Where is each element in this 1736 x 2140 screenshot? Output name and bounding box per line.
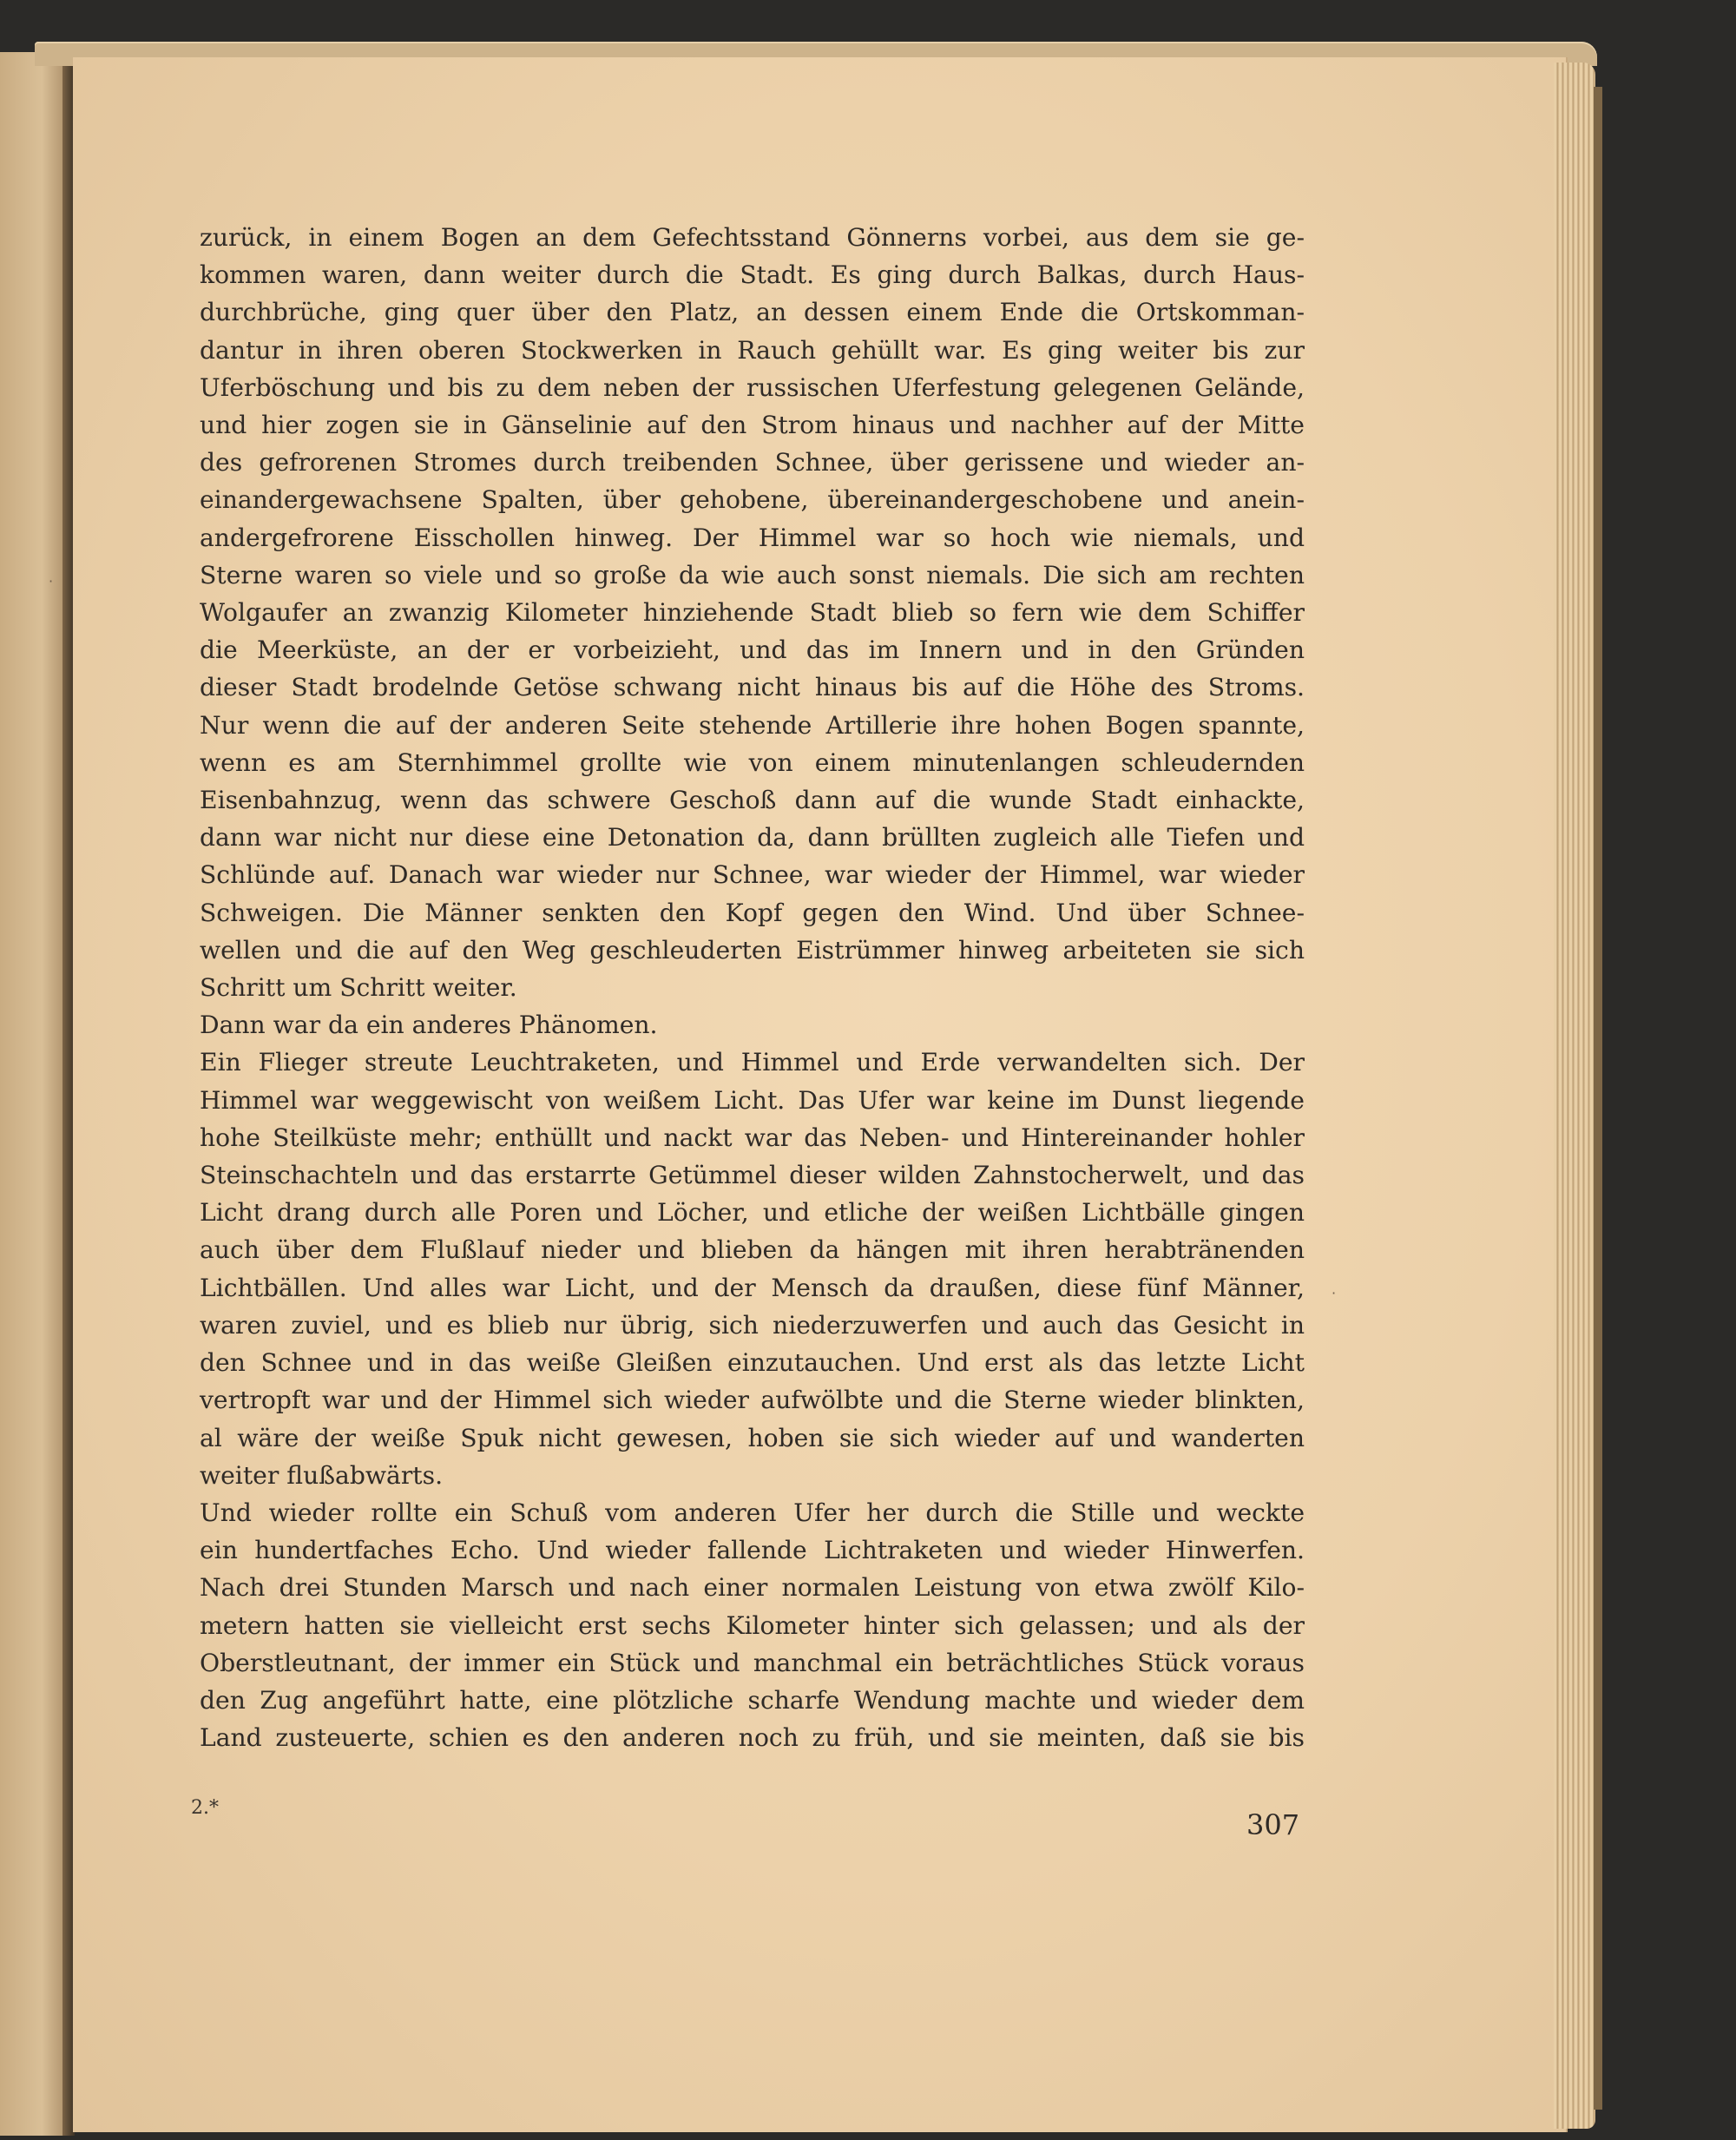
text-line: Schritt um Schritt weiter.	[200, 973, 517, 1003]
text-line: und hier zogen sie in Gänselinie auf den Strom hinaus und nachher auf der Mitte	[200, 411, 1305, 440]
text-line: Land zusteuerte, schien es den anderen noch zu früh, und sie meinten, daß sie bis	[200, 1723, 1305, 1753]
text-line: kommen waren, dann weiter durch die Stadt. Es ging durch Balkas, durch Haus-	[200, 260, 1305, 290]
text-line: weiter flußabwärts.	[200, 1460, 444, 1490]
text-line: dantur in ihren oberen Stockwerken in Rauch gehüllt war. Es ging weiter bis zur	[200, 335, 1305, 365]
page-stack-edge	[1554, 63, 1595, 2129]
text-line: Licht drang durch alle Poren und Löcher, und etliche der weißen Lichtbälle gingen	[200, 1198, 1305, 1228]
text-line: Nach drei Stunden Marsch und nach einer normalen Leistung von etwa zwölf Kilo-	[200, 1573, 1305, 1603]
text-line: dann war nicht nur diese eine Detonation da, dann brüllten zugleich alle Tiefen und	[200, 823, 1305, 853]
text-line: Steinschachteln und das erstarrte Getümmel dieser wilden Zahnstocherwelt, und das	[200, 1161, 1305, 1190]
text-line: Ein Flieger streute Leuchtraketen, und Himmel und Erde verwandelten sich. Der	[200, 1048, 1305, 1077]
text-line: Nur wenn die auf der anderen Seite stehende Artillerie ihre hohen Bogen spannte,	[200, 710, 1305, 740]
text-line: Eisenbahnzug, wenn das schwere Geschoß dann auf die wunde Stadt einhackte,	[200, 786, 1305, 815]
text-line: wenn es am Sternhimmel grollte wie von einem minutenlangen schleudernden	[200, 747, 1305, 777]
text-line: dieser Stadt brodelnde Getöse schwang nicht hinaus bis auf die Höhe des Stroms.	[200, 673, 1305, 702]
text-line: Sterne waren so viele und so große da wie auch sonst niemals. Die sich am rechten	[200, 560, 1305, 589]
signature-mark: 2.*	[191, 1797, 219, 1819]
text-line: zurück, in einem Bogen an dem Gefechtsstand Gönnerns vorbei, aus dem sie ge-	[200, 223, 1305, 252]
text-line: den Zug angeführt hatte, eine plötzliche scharfe Wendung machte und wieder dem	[200, 1685, 1305, 1715]
text-line: Lichtbällen. Und alles war Licht, und der Mensch da draußen, diese fünf Männer,	[200, 1273, 1305, 1302]
text-line: wellen und die auf den Weg geschleuderten Eistrümmer hinweg arbeiteten sie sich	[200, 935, 1305, 965]
page-stack-shadow	[1594, 87, 1602, 2110]
text-line: den Schnee und in das weiße Gleißen einzutauchen. Und erst als das letzte Licht	[200, 1348, 1305, 1378]
margin-speck: ·	[49, 573, 54, 589]
text-line: Himmel war weggewischt von weißem Licht. Das Ufer war keine im Dunst liegende	[200, 1085, 1305, 1115]
text-line: Schweigen. Die Männer senkten den Kopf gegen den Wind. Und über Schnee-	[200, 898, 1305, 927]
text-line: vertropft war und der Himmel sich wieder aufwölbte und die Sterne wieder blinkten,	[200, 1386, 1305, 1415]
text-line: waren zuviel, und es blieb nur übrig, sich niederzuwerfen und auch das Gesicht in	[200, 1310, 1305, 1340]
text-line: Schlünde auf. Danach war wieder nur Schnee, war wieder der Himmel, war wieder	[200, 860, 1305, 890]
text-line: Wolgaufer an zwanzig Kilometer hinziehende Stadt blieb so fern wie dem Schiffer	[200, 598, 1305, 628]
text-line: al wäre der weiße Spuk nicht gewesen, hoben sie sich wieder auf und wanderten	[200, 1423, 1305, 1452]
text-line: einandergewachsene Spalten, über gehobene, übereinandergeschobene und anein-	[200, 485, 1305, 515]
body-text	[200, 219, 1305, 1756]
margin-speck: ·	[1332, 1285, 1337, 1301]
text-line: Oberstleutnant, der immer ein Stück und manchmal ein beträchtliches Stück voraus	[200, 1648, 1305, 1677]
text-line: ein hundertfaches Echo. Und wieder fallende Lichtraketen und wieder Hinwerfen.	[200, 1536, 1305, 1565]
text-line: auch über dem Flußlauf nieder und blieben da hängen mit ihren herabtränenden	[200, 1235, 1305, 1265]
text-line: hohe Steilküste mehr; enthüllt und nackt war das Neben- und Hintereinander hohler	[200, 1123, 1305, 1152]
text-line: Und wieder rollte ein Schuß vom anderen Ufer her durch die Stille und weckte	[200, 1498, 1305, 1527]
text-line: Dann war da ein anderes Phänomen.	[200, 1011, 658, 1040]
text-line: Uferböschung und bis zu dem neben der russischen Uferfestung gelegenen Gelände,	[200, 372, 1305, 402]
text-line: die Meerküste, an der er vorbeizieht, und das im Innern und in den Gründen	[200, 635, 1305, 665]
left-page-edge	[0, 52, 69, 2136]
text-line: andergefrorene Eisschollen hinweg. Der Himmel war so hoch wie niemals, und	[200, 523, 1305, 552]
text-line: metern hatten sie vielleicht erst sechs Kilometer hinter sich gelassen; und als der	[200, 1610, 1305, 1640]
text-line: durchbrüche, ging quer über den Platz, an dessen einem Ende die Ortskomman-	[200, 298, 1305, 327]
text-line: des gefrorenen Stromes durch treibenden Schnee, über gerissene und wieder an-	[200, 448, 1305, 477]
page-number: 307	[1246, 1808, 1300, 1841]
